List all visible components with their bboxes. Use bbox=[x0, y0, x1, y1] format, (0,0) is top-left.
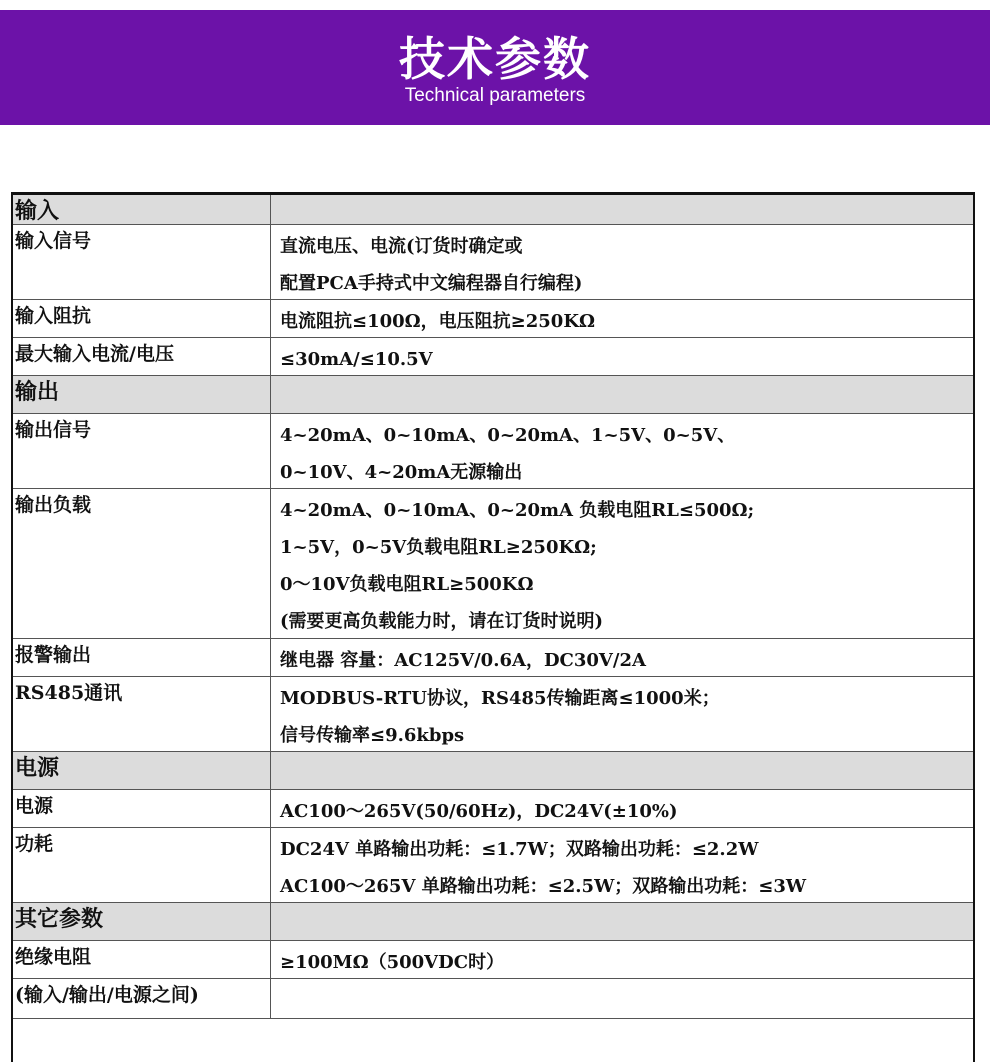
value-line: AC100～265V(50/60Hz)，DC24V(±10%) bbox=[280, 801, 678, 822]
row-label: 输出负载 bbox=[13, 489, 271, 638]
row-label: 最大输入电流/电压 bbox=[13, 338, 271, 375]
value-line: 0～10V负载电阻RL≥500KΩ bbox=[280, 574, 534, 595]
row-value bbox=[272, 414, 973, 488]
section-label: 输出 bbox=[13, 376, 271, 413]
row-value bbox=[272, 752, 973, 789]
table-row bbox=[13, 225, 973, 300]
section-row bbox=[13, 376, 973, 414]
value-line: 0~10V、4~20mA无源输出 bbox=[280, 462, 523, 483]
value-line: ≤30mA/≤10.5V bbox=[280, 349, 433, 370]
value-line: ≥100MΩ（500VDC时） bbox=[280, 952, 505, 973]
section-label: 其它参数 bbox=[13, 903, 271, 940]
value-line: 1~5V，0~5V负载电阻RL≥250KΩ; bbox=[280, 537, 597, 558]
value-line: 4~20mA、0~10mA、0~20mA、1~5V、0~5V、 bbox=[280, 425, 736, 446]
table-row bbox=[13, 338, 973, 376]
row-value bbox=[272, 300, 973, 337]
page-title: 技术参数 bbox=[399, 32, 591, 86]
value-line: DC24V 单路输出功耗：≤1.7W；双路输出功耗：≤2.2W bbox=[280, 839, 759, 860]
row-label: 输入阻抗 bbox=[13, 300, 271, 337]
table-row bbox=[13, 941, 973, 979]
row-label: 报警输出 bbox=[13, 639, 271, 676]
value-line: 电流阻抗≤100Ω，电压阻抗≥250KΩ bbox=[280, 311, 595, 332]
row-value bbox=[272, 790, 973, 827]
row-value bbox=[272, 338, 973, 375]
row-label: 电源 bbox=[13, 790, 271, 827]
value-line: (需要更高负载能力时，请在订货时说明) bbox=[280, 611, 604, 632]
table-row bbox=[13, 414, 973, 489]
page-subtitle: Technical parameters bbox=[404, 85, 586, 106]
spec-table bbox=[11, 192, 975, 1062]
table-row bbox=[13, 790, 973, 828]
table-row bbox=[13, 828, 973, 903]
value-line: 信号传输率≤9.6kbps bbox=[280, 725, 465, 746]
value-line: 4~20mA、0~10mA、0~20mA 负载电阻RL≤500Ω; bbox=[280, 500, 755, 521]
row-label: (输入/输出/电源之间) bbox=[13, 979, 271, 1018]
row-value bbox=[272, 979, 973, 1018]
section-row bbox=[13, 195, 973, 225]
row-label: 输入信号 bbox=[13, 225, 271, 299]
value-line: 直流电压、电流(订货时确定或 bbox=[280, 236, 523, 257]
row-label: 绝缘电阻 bbox=[13, 941, 271, 978]
section-row bbox=[13, 903, 973, 941]
row-value bbox=[272, 225, 973, 299]
row-label: 输出信号 bbox=[13, 414, 271, 488]
row-value bbox=[272, 489, 973, 638]
row-value bbox=[272, 941, 973, 978]
row-value bbox=[272, 195, 973, 224]
row-value bbox=[272, 376, 973, 413]
value-line: MODBUS-RTU协议，RS485传输距离≤1000米； bbox=[280, 688, 720, 709]
table-row bbox=[13, 979, 973, 1019]
table-row bbox=[13, 300, 973, 338]
table-row bbox=[13, 639, 973, 677]
section-label: 输入 bbox=[13, 195, 271, 224]
row-value bbox=[272, 828, 973, 902]
row-value bbox=[272, 677, 973, 751]
table-row bbox=[13, 677, 973, 752]
header-banner bbox=[0, 10, 990, 125]
section-label: 电源 bbox=[13, 752, 271, 789]
value-line: AC100～265V 单路输出功耗：≤2.5W；双路输出功耗：≤3W bbox=[280, 876, 807, 897]
section-row bbox=[13, 752, 973, 790]
row-label: 功耗 bbox=[13, 828, 271, 902]
value-line: 配置PCA手持式中文编程器自行编程) bbox=[280, 273, 583, 294]
value-line: 继电器 容量：AC125V/0.6A，DC30V/2A bbox=[280, 650, 646, 671]
row-label: RS485通讯 bbox=[13, 677, 271, 751]
table-row bbox=[13, 489, 973, 639]
row-value bbox=[272, 639, 973, 676]
row-value bbox=[272, 903, 973, 940]
